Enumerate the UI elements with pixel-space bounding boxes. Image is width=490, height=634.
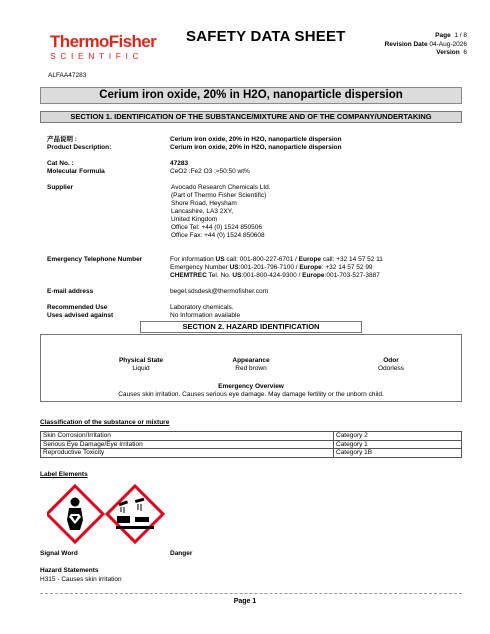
supplier-line: (Part of Thermo Fisher Scientific): [171, 192, 267, 199]
row-value: Laboratory chemicals.: [170, 304, 234, 311]
row-value: Cerium iron oxide, 20% in H2O, nanoparticle dispersion: [170, 144, 342, 151]
hazard-pictograms: [47, 484, 167, 544]
signal-word-value: Danger: [170, 550, 193, 557]
version-value: 6: [463, 49, 467, 56]
row-label: Emergency Telephone Number: [47, 256, 143, 263]
footer-divider: [40, 593, 462, 594]
row-label: Cat No. :: [47, 160, 74, 167]
section-2-heading: SECTION 2. HAZARD IDENTIFICATION: [140, 321, 362, 333]
emergency-phone-lines: [170, 256, 470, 280]
category-cell: Category 1: [334, 440, 462, 449]
row-label: Recommended Use: [47, 304, 108, 311]
label-elements-title: Label Elements: [40, 471, 88, 478]
emergency-overview-label: Emergency Overview: [218, 383, 284, 390]
document-title: SAFETY DATA SHEET: [186, 28, 346, 45]
row-label: E-mail address: [47, 288, 94, 295]
company-logo: [50, 33, 156, 62]
category-cell: Category 1B: [334, 449, 462, 458]
row-value: CeO2 :Fe2 O3 ;≈50:50 wt%: [170, 168, 250, 175]
appearance-label: Appearance: [232, 357, 270, 364]
row-label: Uses advised against: [47, 312, 114, 319]
odor-label: Odor: [383, 357, 399, 364]
supplier-line: Office Fax: +44 (0) 1524 850608: [171, 232, 265, 239]
table-row: [41, 440, 462, 449]
pictogram-svg: [47, 484, 167, 544]
row-value: Cerium iron oxide, 20% in H2O, nanoparticle dispersion: [170, 136, 342, 143]
supplier-line: Lancashire, LA3 2XY,: [171, 208, 234, 215]
version-label: Version: [436, 49, 460, 56]
document-meta: [385, 32, 467, 58]
supplier-line: Avocado Research Chemicals Ltd.: [171, 184, 271, 191]
table-row: [41, 432, 462, 441]
physical-state: [91, 357, 191, 373]
product-code: ALFAA47283: [48, 72, 87, 79]
row-label: 产品说明 :: [47, 136, 77, 143]
hazard-statements-title: Hazard Statements: [40, 567, 99, 574]
hazard-cell: Reproductive Toxicity: [41, 449, 334, 458]
emergency-line: CHEMTREC Tel. No. US:001-800-424-9300 / Europe:001-703-527-3887: [170, 272, 380, 279]
emergency-overview: [41, 383, 461, 399]
hazard-statement: H315 - Causes skin irritation: [40, 576, 122, 583]
emergency-overview-text: Causes skin irritation. Causes serious eye damage. May damage fertility or the unborn child.: [118, 391, 384, 398]
row-value: 47283: [170, 160, 189, 167]
hazard-cell: Serious Eye Damage/Eye Irritation: [41, 440, 334, 449]
section-1-heading: SECTION 1. IDENTIFICATION OF THE SUBSTANCE/MIXTURE AND OF THE COMPANY/UNDERTAKING: [40, 111, 462, 123]
row-value: No Information available: [170, 312, 241, 319]
physical-state-label: Physical State: [118, 357, 164, 364]
supplier-line: United Kingdom: [171, 216, 218, 223]
odor: [341, 357, 441, 373]
page-value: 1 / 8: [454, 32, 467, 39]
emergency-line: For information US call: 001-800-227-6701 / Europe call: +32 14 57 52 11: [170, 256, 383, 263]
email-link[interactable]: begel.sdsdesk@thermofisher.com: [170, 288, 269, 295]
row-label: Supplier: [47, 184, 74, 191]
classification-table: [40, 431, 462, 458]
signal-word-label: Signal Word: [40, 550, 78, 557]
category-cell: Category 2: [334, 432, 462, 441]
row-label: Product Description:: [47, 144, 112, 151]
supplier-line: Office Tel: +44 (0) 1524 850506: [171, 224, 263, 231]
supplier-address: [171, 184, 471, 240]
logo-tagline: SCIENTIFIC: [50, 51, 144, 61]
supplier-line: Shore Road, Heysham: [171, 200, 237, 207]
health-hazard-icon: [47, 486, 103, 542]
logo-wordmark: ThermoFisher: [50, 32, 157, 51]
hazard-cell: Skin Corrosion/Irritation: [41, 432, 334, 441]
hazard-summary-box: [40, 334, 462, 402]
emergency-line: Emergency Number US:001-201-796-7100 / Europe: +32 14 57 52 99: [170, 264, 373, 271]
physical-state-value: Liquid: [132, 365, 150, 372]
revision-value: 04-Aug-2026: [429, 40, 467, 48]
table-row: [41, 449, 462, 458]
footer-page-number: Page 1: [233, 598, 257, 605]
appearance: [201, 357, 301, 373]
corrosion-icon: [107, 486, 163, 542]
odor-value: Odorless: [377, 365, 404, 372]
row-label: Molecular Formula: [47, 168, 105, 175]
classification-title: Classification of the substance or mixture: [40, 419, 170, 426]
product-title: Cerium iron oxide, 20% in H2O, nanoparticle dispersion: [40, 87, 462, 104]
revision-label: Revision Date: [384, 40, 428, 48]
appearance-value: Red brown: [235, 365, 267, 372]
page-label: Page: [435, 32, 451, 39]
